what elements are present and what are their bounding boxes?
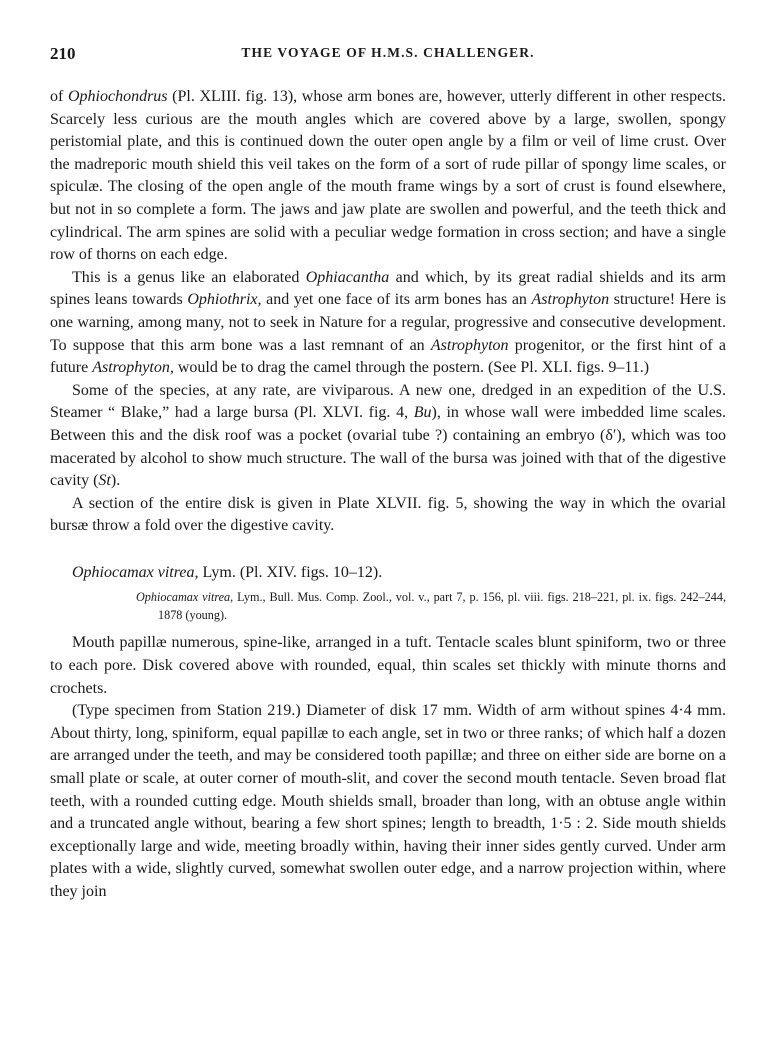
paragraph [50,493,726,538]
species-description [50,632,726,903]
text-run: and which, by its great radial shields and its arm spines leans towards [50,268,727,309]
text-run: Mouth papillæ numerous, spine-like, arranged in a tuft. Tentacle scales blunt spiniform, two or three to each pore. Disk covered above with rounded, equal, thin scales set thickly with minute thorns and crochets. [50,634,726,697]
text-run: Some of the species, at any rate, are viviparous. A new one, dredged in an expedition of the U.S. Steamer “ Blake,” had a large bursa (Pl. XLVI. fig. 4, [50,381,726,422]
italic-term: Bu [413,404,432,422]
italic-term: Ophiocamax vitrea, [136,590,234,605]
text-run: This is a genus like an elaborated [72,268,306,286]
running-head [50,44,726,68]
italic-term: Astrophyton [531,291,610,309]
paragraph [50,700,726,903]
italic-term: St [98,472,111,490]
text-run: would be to drag the camel through the postern. (See Pl. XLI. figs. 9–11.) [173,359,650,377]
document-page [50,44,726,904]
paragraph [50,380,726,493]
species-heading [50,562,726,585]
text-run: Lym. (Pl. XIV. figs. 10–12). [198,563,383,581]
paragraph [50,86,726,267]
page-number: 210 [50,44,76,63]
paragraph [50,632,726,700]
text-run: and yet one face of its arm bones has an [261,291,532,309]
text-run: Lym., Bull. Mus. Comp. Zool., vol. v., part 7, p. 156, pl. viii. figs. 218–221, pl. ix. figs. 242–244, 1878 (young). [158,590,726,623]
italic-term: Ophiocamax vitrea, [72,563,199,581]
body-text [50,86,726,538]
text-run: ), in whose wall were imbedded lime scales. Between this and the disk roof was a pocket (ovarial tube ?) containing an embryo (δ′), which was too macerated by alcohol to show much structure. The wall of the bursa was joined with that of the digestive cavity ( [50,404,726,490]
text-run: of [50,88,68,105]
text-run: ). [110,472,121,490]
paragraph [50,267,726,380]
italic-term: Ophiochondrus [67,88,168,105]
text-run: progenitor, or the first hint of a future [50,336,726,377]
text-run: A section of the entire disk is given in Plate XLVII. fig. 5, showing the way in which the ovarial bursæ throw a fold over the digestive cavity. [50,494,726,535]
italic-term: Ophiacantha [305,268,390,286]
text-run: (Type specimen from Station 219.) Diameter of disk 17 mm. Width of arm without spines 4·4 mm. About thirty, long, spiniform, equal papillæ to each angle, set in two or three ranks; of which half a dozen are arranged under the teeth, and may be considered tooth papillæ; and three on either side are borne on a small plate or scale, at outer corner of mouth-slit, and cover the second mouth tentacle. Seven broad flat teeth, with a rounded cutting edge. Mouth shields small, broader than long, with an obtuse angle within and a truncated angle without, bearing a few short spines; length to breadth, 1·5 : 2. Side mouth shields exceptionally large and wide, meeting broadly within, having their inner sides gently curved. Under arm plates with a wide, slightly curved, somewhat swollen outer edge, and a narrow projection within, where they join [50,702,726,900]
italic-term: Astrophyton, [92,359,174,377]
text-run: (Pl. XLIII. fig. 13), whose arm bones are, however, utterly different in other respects. Scarcely less curious are the mouth angles which are covered above by a large, swollen, spongy peristomial plate, and this is continued down the outer open angle by a film or veil of lime crust. Over the madreporic mouth shield this veil takes on the form of a sort of rude pillar of spongy lime scales, or spiculæ. The closing of the open angle of the mouth frame wings by a sort of crust is found elsewhere, but not in so complete a form. The jaws and jaw plate are swollen and powerful, and the teeth thick and cylindrical. The arm spines are solid with a peculiar wedge formation in cross section; and have a single row of thorns on each edge. [50,88,726,264]
text-run: structure! Here is one warning, among many, not to seek in Nature for a regular, progressive and consecutive development. To suppose that this arm bone was a last remnant of an [50,291,726,354]
italic-term: Ophiothrix, [187,291,262,309]
running-title: THE VOYAGE OF H.M.S. CHALLENGER. [241,45,535,60]
synonymy-reference [136,588,726,624]
italic-term: Astrophyton [430,336,509,354]
